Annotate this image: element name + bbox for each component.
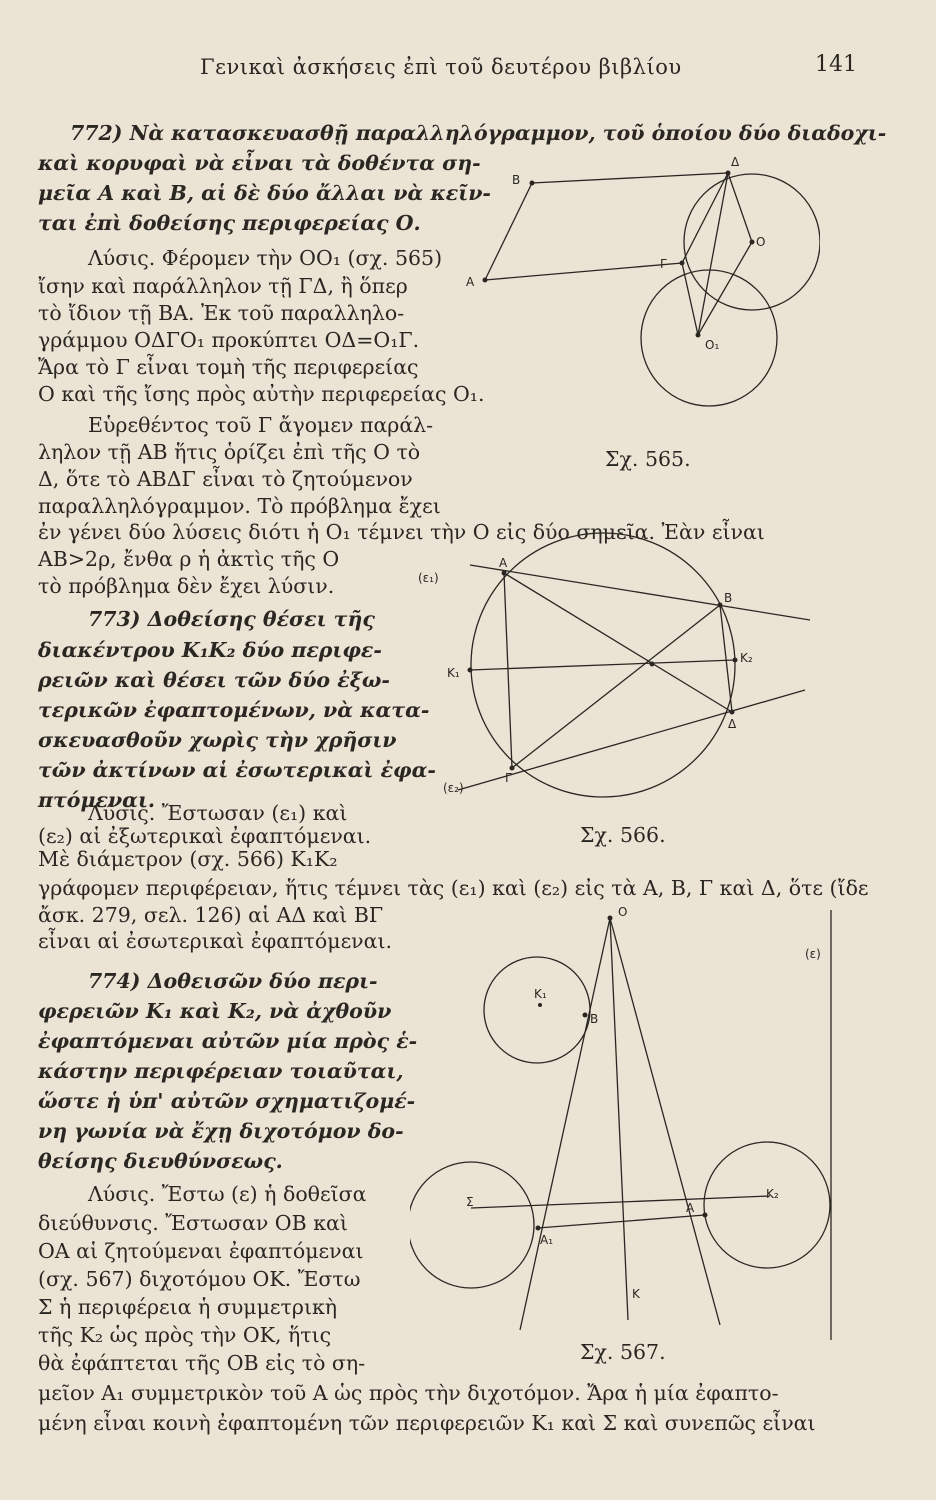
text-line: ΟΑ αἱ ζητούμεναι ἐφαπτόμεναι <box>38 1239 364 1263</box>
text-line: ΑΒ>2ρ, ἔνθα ρ ἡ ἀκτὶς τῆς Ο <box>38 547 340 571</box>
label-b: B <box>590 1012 599 1026</box>
text-line: πτόμεναι. <box>38 788 155 812</box>
exercise-772-title: 772) Νὰ κατασκευασθῇ παραλληλόγραμμον, τοῦ ὁποίου δύο διαδοχι- <box>70 121 887 145</box>
figure-567-svg <box>410 895 840 1355</box>
label-e1: (ε₁) <box>418 571 439 585</box>
tangent-e1 <box>470 565 810 620</box>
text-line: φερειῶν Κ₁ καὶ Κ₂, νὰ ἀχθοῦν <box>38 999 392 1023</box>
text-line: τὸ ἴδιον τῇ ΒΑ. Ἐκ τοῦ παραλληλο- <box>38 301 405 325</box>
label-o1: O₁ <box>705 338 720 352</box>
exercise-774-title: 774) Δοθεισῶν δύο περι- <box>88 969 378 993</box>
text-line: διακέντρου Κ₁Κ₂ δύο περιφε- <box>38 638 382 662</box>
text-line: ρειῶν καὶ θέσει τῶν δύο ἐξω- <box>38 668 390 692</box>
text-line: παραλληλόγραμμον. Τὸ πρόβλημα ἔχει <box>38 494 441 518</box>
text-line: Δ, ὅτε τὸ ΑΒΔΓ εἶναι τὸ ζητούμενον <box>38 467 413 491</box>
text-line: τῆς Κ₂ ὡς πρὸς τὴν ΟΚ, ἥτις <box>38 1323 332 1347</box>
label-e: (ε) <box>805 947 821 961</box>
circle-k2 <box>704 1142 830 1268</box>
label-b: B <box>512 173 521 187</box>
label-k1: K₁ <box>447 666 460 680</box>
circle-sigma <box>410 1162 534 1288</box>
label-k1: K₁ <box>534 987 547 1001</box>
text-line: καὶ κορυφαὶ νὰ εἶναι τὰ δοθέντα ση- <box>38 151 481 175</box>
label-k2: K₂ <box>740 651 753 665</box>
text-line: γράμμου ΟΔΓΟ₁ προκύπτει ΟΔ=Ο₁Γ. <box>38 328 420 352</box>
label-a1: A₁ <box>540 1233 554 1247</box>
label-b: B <box>724 591 733 605</box>
text-line: Λύσις. Ἔστω (ε) ἡ δοθεῖσα <box>88 1182 367 1206</box>
tangent-oa <box>610 918 720 1325</box>
parallelogram <box>485 173 728 280</box>
chord-ag <box>504 573 512 768</box>
caption-566: Σχ. 566. <box>580 823 666 847</box>
page-number: 141 <box>815 52 857 77</box>
segment-a1a <box>538 1215 705 1228</box>
text-line: Ἄρα τὸ Γ εἶναι τομὴ τῆς περιφερείας <box>38 355 419 379</box>
label-e2: (ε₂) <box>443 781 464 795</box>
running-header: Γενικαὶ ἀσκήσεις ἐπὶ τοῦ δευτέρου βιβλίου <box>200 55 682 79</box>
label-o: O <box>618 905 628 919</box>
text-line: ἄσκ. 279, σελ. 126) αἱ ΑΔ καὶ ΒΓ <box>38 903 384 927</box>
text-line: Μὲ διάμετρον (σχ. 566) Κ₁Κ₂ <box>38 847 338 871</box>
text-line: Ο καὶ τῆς ἴσης πρὸς αὐτὴν περιφερείας Ο₁. <box>38 382 485 406</box>
text-line: Εὑρεθέντος τοῦ Γ ἄγομεν παράλ- <box>88 413 434 437</box>
label-a: A <box>686 1201 695 1215</box>
label-a: A <box>499 556 508 570</box>
label-d: Δ <box>728 717 737 731</box>
text-line: εἶναι αἱ ἐσωτερικαὶ ἐφαπτόμεναι. <box>38 929 393 953</box>
text-line: θὰ ἐφάπτεται τῆς ΟΒ εἰς τὸ ση- <box>38 1351 366 1375</box>
label-g: Γ <box>505 771 512 785</box>
segment-od <box>728 173 752 242</box>
text-line: ἐφαπτόμεναι αὐτῶν μία πρὸς ἑ- <box>38 1029 418 1053</box>
internal-tangent-ad <box>504 573 732 712</box>
text-line: μεῖα Α καὶ Β, αἱ δὲ δύο ἄλλαι νὰ κεῖν- <box>38 181 491 205</box>
segment-go1 <box>682 263 698 335</box>
chord-bd <box>720 605 732 712</box>
text-line: ὥστε ἡ ὑπ' αὐτῶν σχηματιζομέ- <box>38 1089 416 1113</box>
text-line: ληλον τῇ ΑΒ ἥτις ὁρίζει ἐπὶ τῆς Ο τὸ <box>38 440 421 464</box>
label-k2: K₂ <box>766 1187 779 1201</box>
text-line: θείσης διευθύνσεως. <box>38 1149 283 1173</box>
text-line: (σχ. 567) διχοτόμου ΟΚ. Ἔστω <box>38 1267 361 1291</box>
text-line: μένη εἶναι κοινὴ ἐφαπτομένη τῶν περιφερειῶν Κ₁ καὶ Σ καὶ συνεπῶς εἶναι <box>38 1411 816 1435</box>
text-line: Λύσις. Ἔστωσαν (ε₁) καὶ <box>88 801 348 825</box>
segment-do1 <box>698 173 728 335</box>
figure-566-svg <box>415 530 820 810</box>
label-k: K <box>632 1287 640 1301</box>
text-line: ἐν γένει δύο λύσεις διότι ἡ Ο₁ τέμνει τὴν Ο εἰς δύο σημεῖα. Ἐὰν εἶναι <box>38 520 765 544</box>
exercise-773-title: 773) Δοθείσης θέσει τῆς <box>88 607 375 631</box>
text-line: σκευασθοῦν χωρὶς τὴν χρῆσιν <box>38 728 397 752</box>
figure-565-svg <box>460 150 820 420</box>
figure-566 <box>415 530 820 810</box>
text-line: τὸ πρόβλημα δὲν ἔχει λύσιν. <box>38 574 335 598</box>
circle-k1 <box>484 957 590 1063</box>
text-line: ἴσην καὶ παράλληλον τῇ ΓΔ, ἢ ὅπερ <box>38 274 408 298</box>
text-line: τερικῶν ἐφαπτομένων, νὰ κατα- <box>38 698 430 722</box>
label-o: O <box>756 235 766 249</box>
text-line: (ε₂) αἱ ἐξωτερικαὶ ἐφαπτόμεναι. <box>38 824 372 848</box>
tangent-ob <box>520 918 610 1330</box>
text-line: ται ἐπὶ δοθείσης περιφερείας Ο. <box>38 211 421 235</box>
label-d: Δ <box>731 155 740 169</box>
caption-565: Σχ. 565. <box>605 447 691 471</box>
text-line: γράφομεν περιφέρειαν, ἥτις τέμνει τὰς (ε₁) καὶ (ε₂) εἰς τὰ Α, Β, Γ καὶ Δ, ὅτε (ἴδε <box>38 876 869 900</box>
caption-567: Σχ. 567. <box>580 1340 666 1364</box>
bisector-ok <box>610 918 628 1320</box>
text-line: μεῖον Α₁ συμμετρικὸν τοῦ Α ὡς πρὸς τὴν διχοτόμον. Ἄρα ἡ μία ἐφαπτο- <box>38 1381 779 1405</box>
text-line: τῶν ἀκτίνων αἱ ἐσωτερικαὶ ἐφα- <box>38 758 436 782</box>
text-line: Σ ἡ περιφέρεια ἡ συμμετρικὴ <box>38 1295 338 1319</box>
figure-567 <box>410 895 840 1355</box>
label-a: A <box>466 275 475 289</box>
text-line: διεύθυνσις. Ἔστωσαν ΟΒ καὶ <box>38 1211 348 1235</box>
text-line: νη γωνία νὰ ἔχῃ διχοτόμον δο- <box>38 1119 404 1143</box>
segment-sigma-k2 <box>471 1196 770 1208</box>
text-line: κάστην περιφέρειαν τοιαῦται, <box>38 1059 404 1083</box>
label-sigma: Σ <box>466 1195 474 1209</box>
label-g: Γ <box>660 257 667 271</box>
internal-tangent-bg <box>512 605 720 768</box>
diameter-k1k2 <box>470 660 735 670</box>
figure-565 <box>460 150 820 420</box>
text-line: Λύσις. Φέρομεν τὴν ΟΟ₁ (σχ. 565) <box>88 246 443 270</box>
